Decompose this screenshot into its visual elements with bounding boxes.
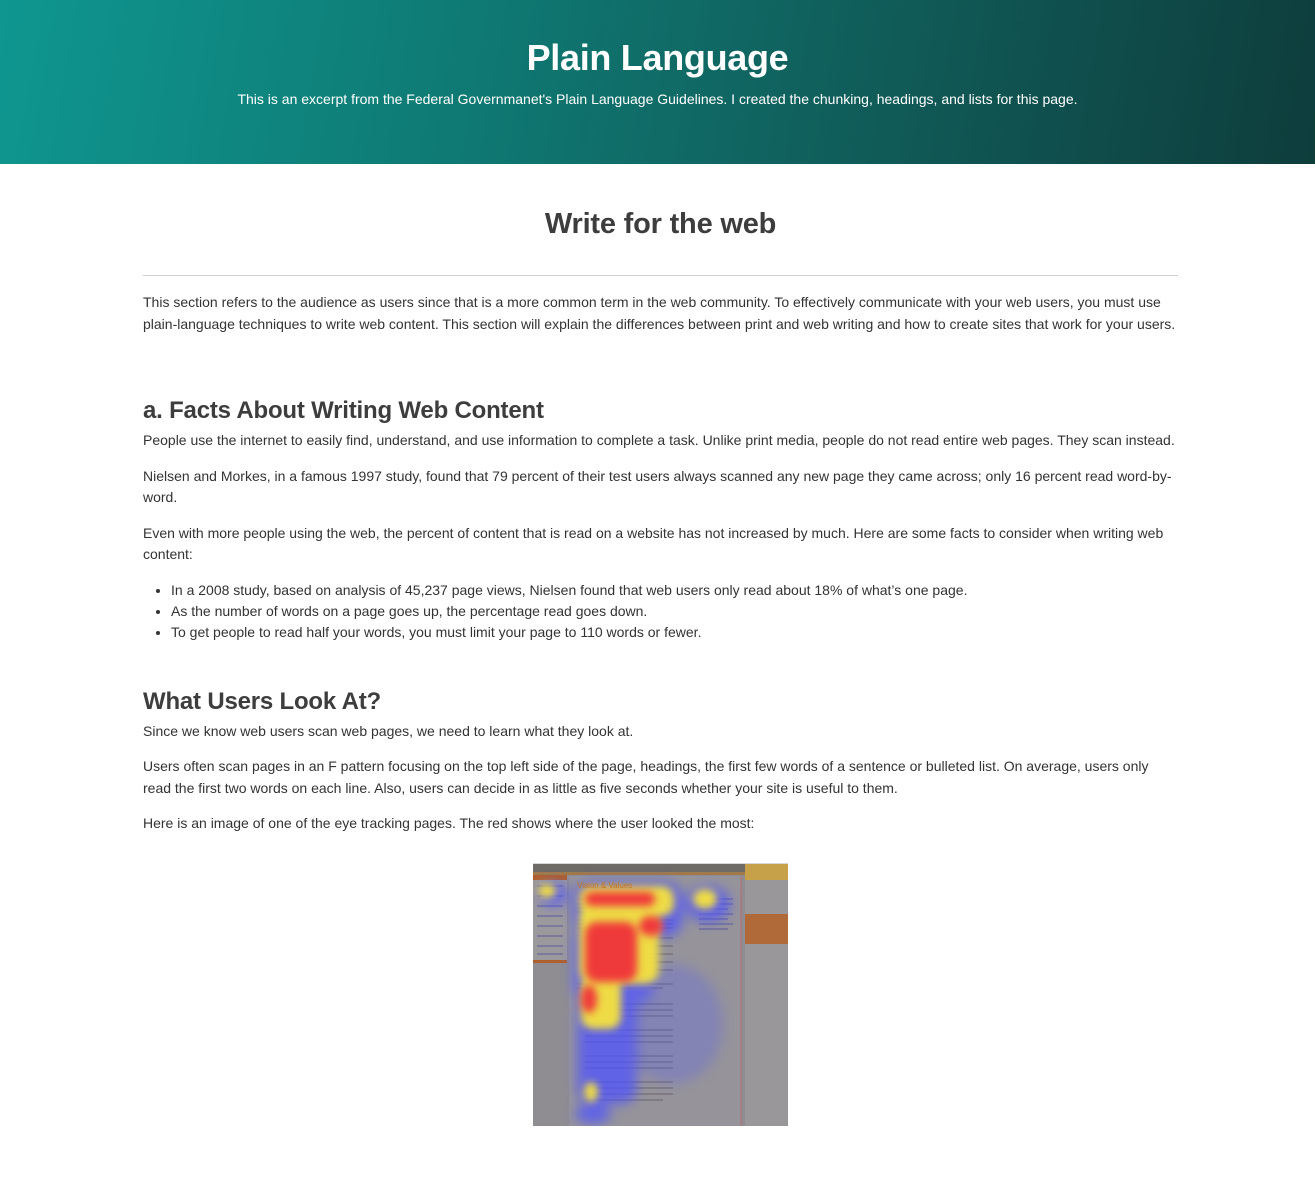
list-item: • In a 2008 study, based on analysis of 45,237 page views, Nielsen found that web users only read about 18% of what’s one page. [171,580,1178,601]
page-header [0,0,1315,164]
list-item: • To get people to read half your words, you must limit your page to 110 words or fewer. [171,622,1178,643]
paragraph: Users often scan pages in an F pattern focusing on the top left side of the page, headings, the first few words of a sentence or bulleted list. On average, users only read the first two words on each line. Also, users can decide in as little as five seconds whether your site is useful to them. [143,758,1149,796]
eye-tracking-heatmap-image [533,863,788,1126]
paragraph: Here is an image of one of the eye tracking pages. The red shows where the user looked the most: [143,815,755,831]
section-what-users-look-at [143,686,1178,1126]
page-title: Write for the web [544,208,777,240]
paragraph: Since we know web users scan web pages, we need to learn what they look at. [143,722,634,739]
title-divider [143,275,1178,276]
svg-text:Vision & Values: Vision & Values [577,880,633,890]
paragraph: Even with more people using the web, the percent of content that is read on a website has not increased by much. Here are some facts to consider when writing web content: [143,524,1164,562]
site-subtitle: This is an excerpt from the Federal Governmanet's Plain Language Guidelines. I created the chunking, headings, and lists for this page. [237,91,1078,107]
section-heading-facts: a. Facts About Writing Web Content [143,397,544,424]
section-facts [143,395,1178,643]
facts-list [143,580,1178,643]
main-content [143,204,1178,1126]
list-item: • As the number of words on a page goes up, the percentage read goes down. [171,601,1178,622]
intro-paragraph: This section refers to the audience as users since that is a more common term in the web community. To effectively communicate with your web users, you must use plain-language techniques to write web content. This section will explain the differences between print and web writing and how to create sites that work for your users. [143,294,1176,332]
site-title: Plain Language [526,37,789,78]
paragraph: People use the internet to easily find, understand, and use information to complete a task. Unlike print media, people do not read entire web pages. They scan instead. [143,432,1175,448]
section-heading-users: What Users Look At? [143,687,381,715]
paragraph: Nielsen and Morkes, in a famous 1997 study, found that 79 percent of their test users always scanned any new page they came across; only 16 percent read word-by-word. [143,467,1172,505]
